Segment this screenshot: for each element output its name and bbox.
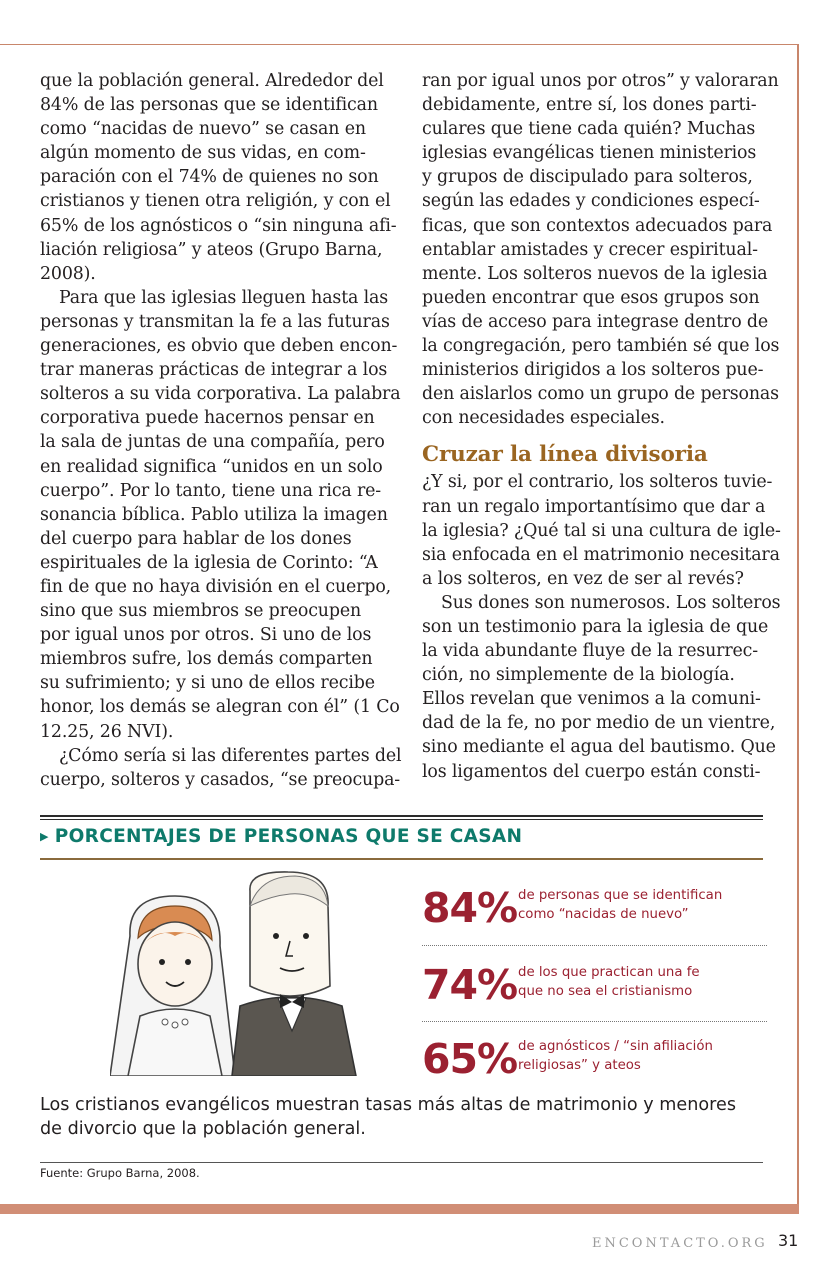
body-text-line: mente. Los solteros nuevos de la iglesia <box>422 263 768 284</box>
body-text-line: Para que las iglesias lleguen hasta las <box>59 287 389 308</box>
body-text-line: entablar amistades y crecer espiritual- <box>422 239 758 260</box>
page-number: 31 <box>778 1231 799 1250</box>
body-text-line: la iglesia? ¿Qué tal si una cultura de igle- <box>422 520 781 541</box>
body-text-line: 2008). <box>40 263 96 284</box>
pearl <box>182 1019 188 1025</box>
footer-site-url[interactable]: ENCONTACTO.ORG <box>592 1236 768 1251</box>
article-right-column <box>422 69 784 784</box>
body-text-line: miembros sufre, los demás comparten <box>40 649 373 670</box>
body-text-line: su sufrimiento; y si uno de ellos recibe <box>40 673 375 694</box>
body-text-line: vías de acceso para integrase dentro de <box>422 311 769 332</box>
body-text-line: la vida abundante fluye de la resurrec- <box>422 641 758 662</box>
section-subheading: Cruzar la línea divisoria <box>422 442 708 468</box>
stat-desc-line: de personas que se identifican <box>518 888 723 903</box>
body-text-line: Sus dones son numerosos. Los solteros <box>441 592 781 613</box>
body-text-line: a los solteros, en vez de ser al revés? <box>422 568 744 589</box>
stat-desc-line: de los que practican una fe <box>518 965 700 980</box>
body-text-line: espirituales de la iglesia de Corinto: “A <box>40 552 378 573</box>
body-text-line: ción, no simplemente de la biología. <box>422 665 735 686</box>
bride-eye-right <box>185 959 191 965</box>
stat-desc-line: como “nacidas de nuevo” <box>518 907 689 922</box>
infobox-top-rule <box>40 815 763 817</box>
triangle-arrow-icon: ▶ <box>40 829 49 843</box>
body-text-line: dad de la fe, no por medio de un vientre, <box>422 713 776 734</box>
body-text-line: generaciones, es obvio que deben encon- <box>40 336 398 357</box>
page-frame-top <box>0 44 798 45</box>
body-text-line: Ellos revelan que venimos a la comuni- <box>422 689 761 710</box>
stat-description <box>518 963 700 1001</box>
bride-dress <box>128 1009 222 1076</box>
body-text-line: ran un regalo importantísimo que dar a <box>422 496 766 517</box>
infobox-title-text: PORCENTAJES DE PERSONAS QUE SE CASAN <box>54 825 523 847</box>
body-text-line: paración con el 74% de quienes no son <box>40 167 379 188</box>
pearl <box>172 1022 178 1028</box>
body-text-line: por igual unos por otros. Si uno de los <box>40 625 372 646</box>
dotted-divider <box>422 1021 767 1022</box>
infobox-caption <box>40 1093 770 1141</box>
body-text-line: iglesias evangélicas tienen ministerios <box>422 143 757 164</box>
caption-line: Los cristianos evangélicos muestran tasas más altas de matrimonio y menores <box>40 1095 737 1115</box>
pearl <box>162 1019 168 1025</box>
dotted-divider <box>422 945 767 946</box>
body-text-line: ficas, que son contextos adecuados para <box>422 215 773 236</box>
body-text-line: fin de que no haya división en el cuerpo, <box>40 576 392 597</box>
body-text-line: 65% de los agnósticos o “sin ninguna afi- <box>40 215 397 236</box>
body-text-line: con necesidades especiales. <box>422 408 665 429</box>
body-text-line: cuerpo”. Por lo tanto, tiene una rica re- <box>40 480 382 501</box>
body-text-line: personas y transmitan la fe a las futuras <box>40 311 390 332</box>
bride-eye-left <box>159 959 165 965</box>
groom-eye-right <box>303 933 309 939</box>
body-text-line: pueden encontrar que esos grupos son <box>422 287 760 308</box>
body-text-line: sonancia bíblica. Pablo utiliza la imagen <box>40 504 388 525</box>
body-text-line: como “nacidas de nuevo” se casan en <box>40 119 366 140</box>
infobox-title-rule <box>40 858 763 860</box>
body-text-line: los ligamentos del cuerpo están consti- <box>422 761 761 782</box>
article-left-column <box>40 69 402 792</box>
stat-value: 74% <box>422 961 518 1009</box>
source-rule <box>40 1162 763 1163</box>
groom-eye-left <box>273 933 279 939</box>
body-text-line: del cuerpo para hablar de los dones <box>40 528 352 549</box>
body-text-line: corporativa puede hacernos pensar en <box>40 408 375 429</box>
stat-84 <box>422 884 767 944</box>
stat-value: 84% <box>422 884 518 932</box>
body-text-line: según las edades y condiciones especí- <box>422 191 760 212</box>
body-text-line: 84% de las personas que se identifican <box>40 95 378 116</box>
stat-74 <box>422 961 767 1021</box>
body-text-line: ministerios dirigidos a los solteros pue- <box>422 360 764 381</box>
body-text-line: que la población general. Alrededor del <box>40 71 384 91</box>
body-text-line: son un testimonio para la iglesia de que <box>422 616 769 637</box>
stat-desc-line: que no sea el cristianismo <box>518 984 693 999</box>
body-text-line: la congregación, pero también sé que los <box>422 336 780 357</box>
body-text-line: debidamente, entre sí, los dones parti- <box>422 95 757 116</box>
body-text-line: culares que tiene cada quién? Muchas <box>422 119 756 140</box>
body-text-line: la sala de juntas de una compañía, pero <box>40 432 385 453</box>
stat-value: 65% <box>422 1035 518 1083</box>
body-text-line: liación religiosa” y ateos (Grupo Barna, <box>40 239 383 260</box>
body-text-line: ¿Cómo sería si las diferentes partes del <box>59 745 402 766</box>
body-text-line: den aislarlos como un grupo de personas <box>422 384 779 405</box>
body-text-line: sia enfocada en el matrimonio necesitara <box>422 544 780 565</box>
body-text-line: y grupos de discipulado para solteros, <box>422 167 753 188</box>
body-text-line: sino mediante el agua del bautismo. Que <box>422 737 776 758</box>
page-frame-bottom <box>0 1204 799 1214</box>
source-note: Fuente: Grupo Barna, 2008. <box>40 1166 200 1180</box>
bride-groom-illustration <box>110 866 370 1076</box>
infobox-title <box>40 820 522 852</box>
body-text-line: 12.25, 26 NVI). <box>40 721 174 742</box>
page-frame-right <box>797 44 799 1208</box>
stat-desc-line: religiosas” y ateos <box>518 1058 641 1073</box>
caption-line: de divorcio que la población general. <box>40 1119 366 1139</box>
body-text-line: sino que sus miembros se preocupen <box>40 601 362 622</box>
body-text-line: solteros a su vida corporativa. La palabra <box>40 384 401 405</box>
stat-desc-line: de agnósticos / “sin afiliación <box>518 1039 713 1054</box>
body-text-line: en realidad significa “unidos en un solo <box>40 456 383 477</box>
body-text-line: ran por igual unos por otros” y valoraran <box>422 71 779 91</box>
body-text-line: honor, los demás se alegran con él” (1 Co <box>40 697 400 718</box>
stat-description <box>518 1037 713 1075</box>
stat-65 <box>422 1035 767 1095</box>
stat-description <box>518 886 722 924</box>
body-text-line: cristianos y tienen otra religión, y con el <box>40 191 391 212</box>
body-text-line: ¿Y si, por el contrario, los solteros tuvie- <box>422 472 773 493</box>
body-text-line: algún momento de sus vidas, en com- <box>40 143 366 164</box>
body-text-line: cuerpo, solteros y casados, “se preocupa- <box>40 769 401 790</box>
body-text-line: trar maneras prácticas de integrar a los <box>40 360 388 381</box>
